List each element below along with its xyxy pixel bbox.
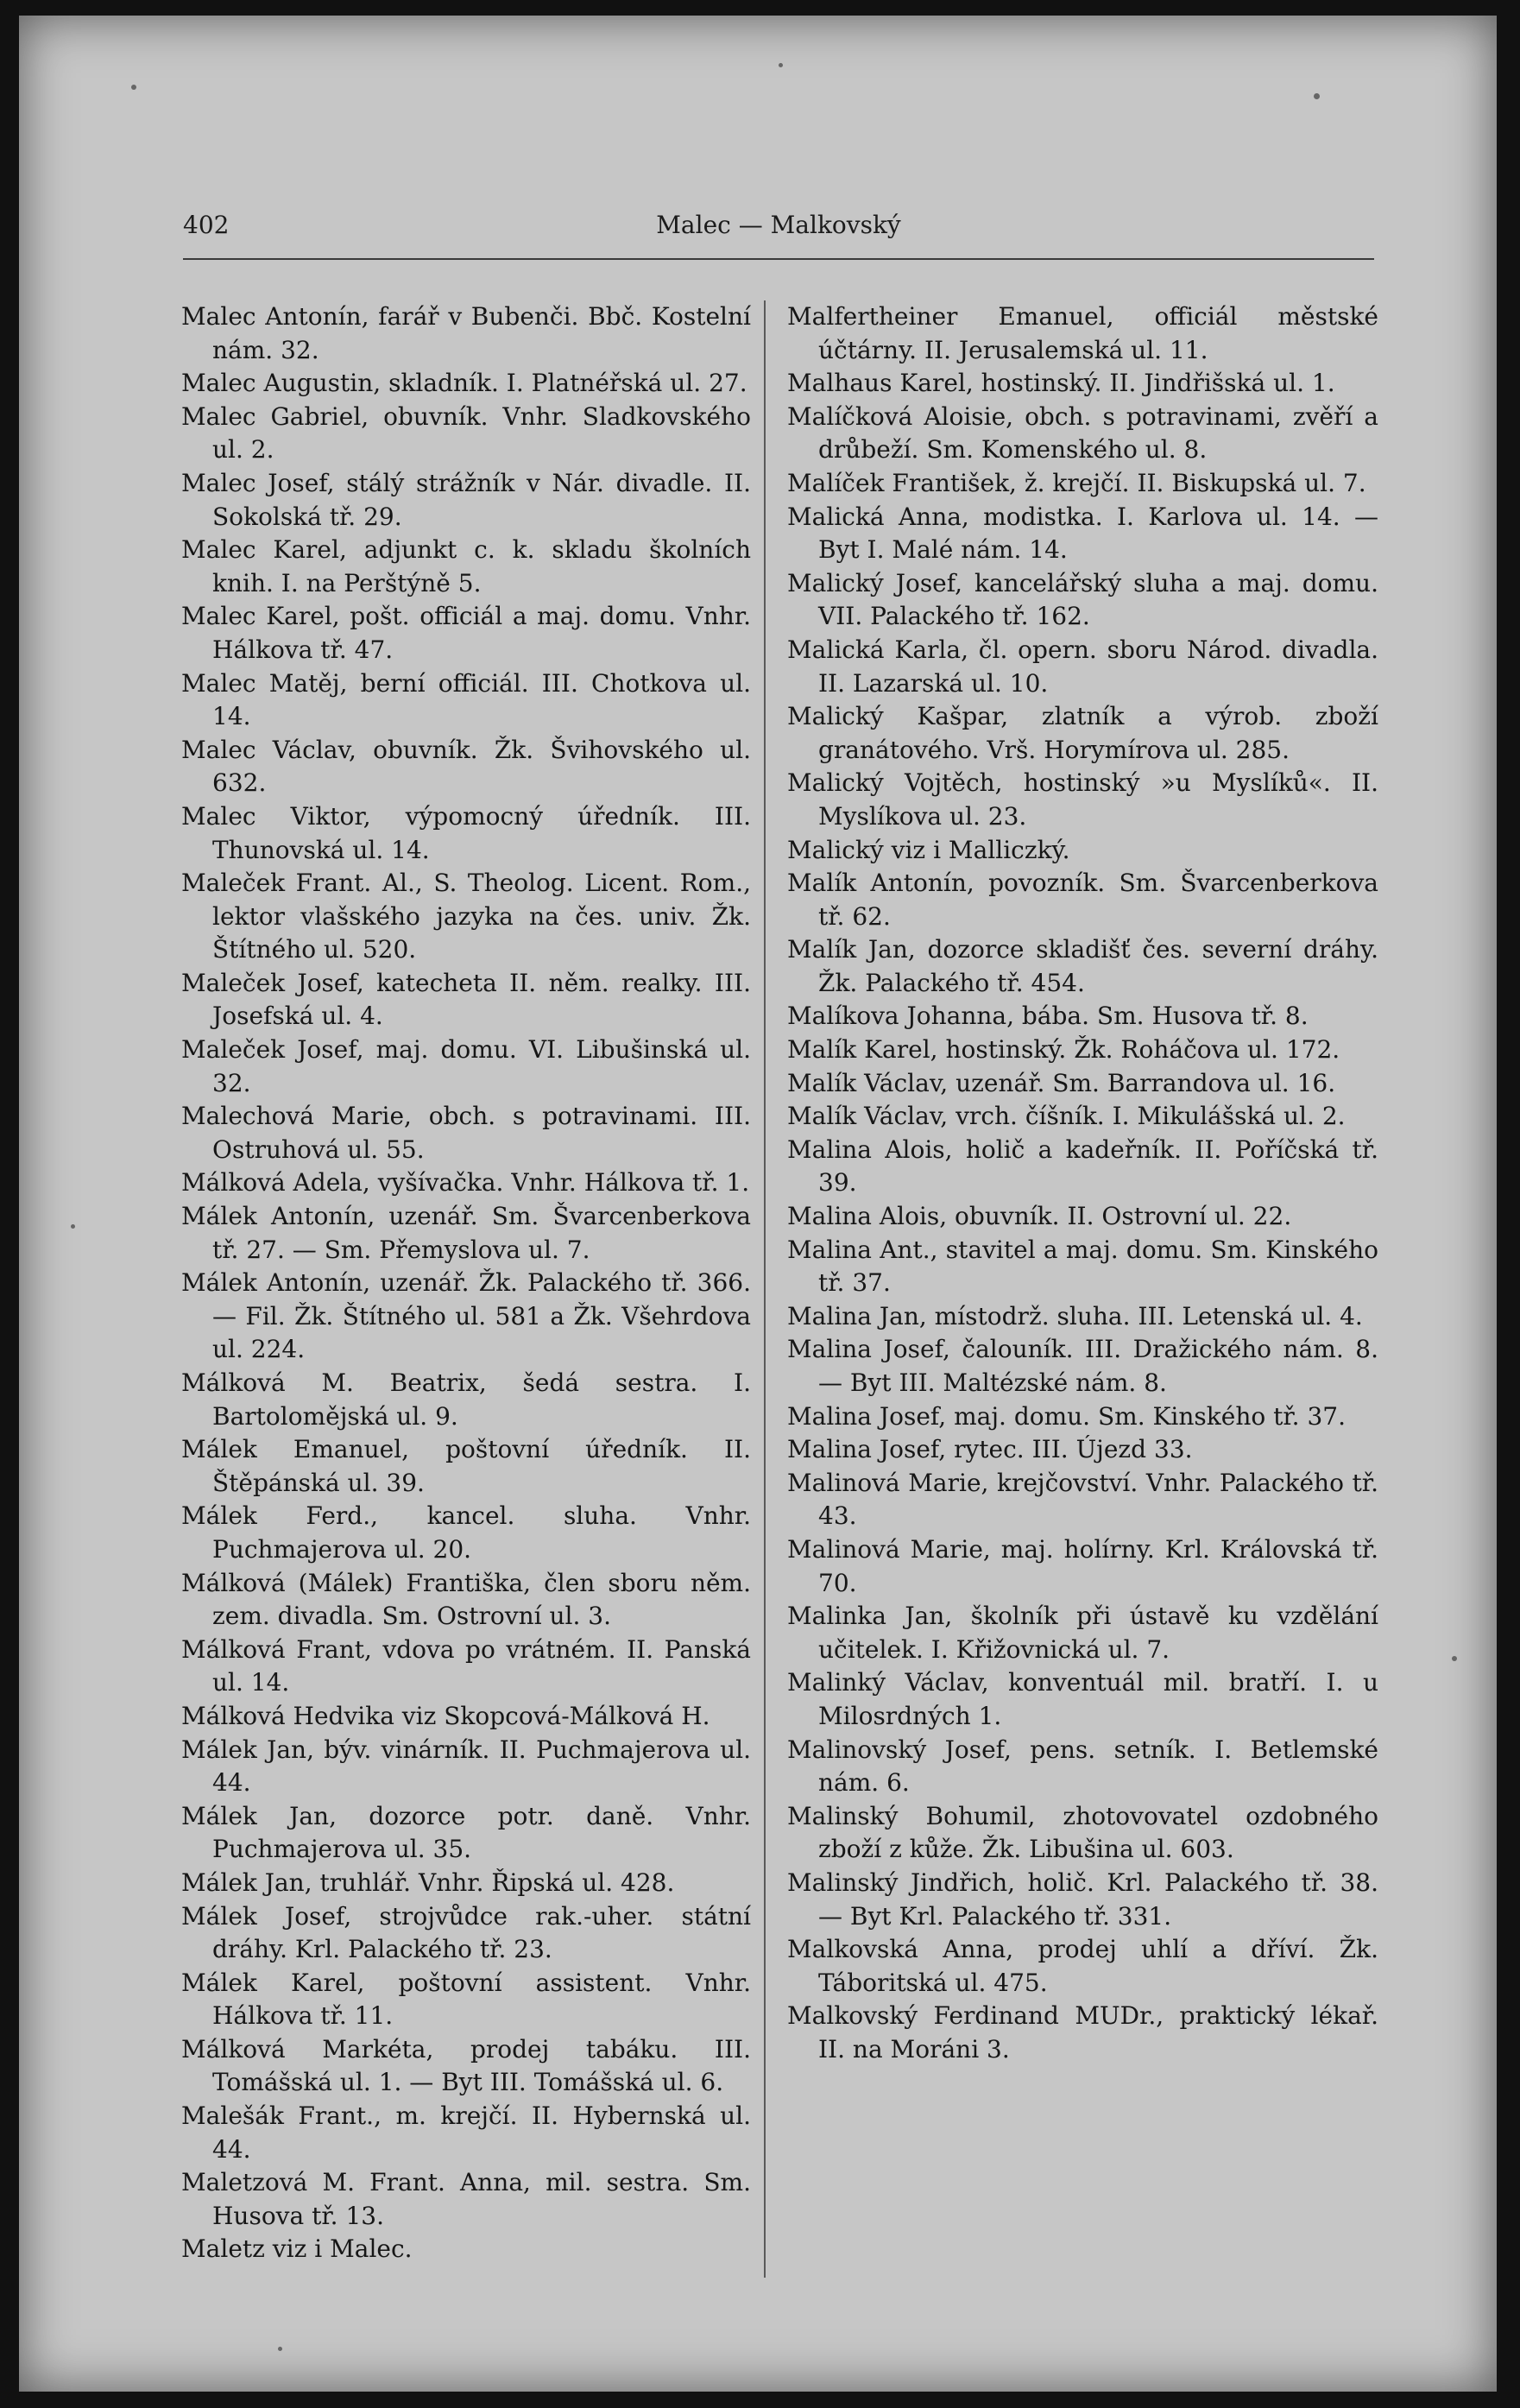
directory-entry: Malinký Václav, konventuál mil. bratří. I. u Milosrdných 1. [787,1668,1378,1730]
directory-entry: Maleček Josef, maj. domu. VI. Libušinská ul. 32. [181,1035,751,1097]
page-number: 402 [183,211,230,239]
directory-entry: Malinová Marie, maj. holírny. Krl. Královská tř. 70. [787,1534,1378,1597]
directory-entry: Malíčková Aloisie, obch. s potravinami, zvěří a drůbeží. Sm. Komenského ul. 8. [787,401,1378,465]
directory-entry: Malkovský Ferdinand MUDr., praktický lékař. II. na Moráni 3. [787,2001,1378,2064]
directory-entry: Malinová Marie, krejčovství. Vnhr. Palackého tř. 43. [787,1468,1378,1531]
directory-entry: Malík Jan, dozorce skladišť čes. severní dráhy. Žk. Palackého tř. 454. [787,935,1378,997]
paper-speck [71,1224,75,1229]
column-divider [764,300,766,2278]
directory-entry: Malinský Jindřich, holič. Krl. Palackého tř. 38. — Byt Krl. Palackého tř. 331. [787,1868,1378,1931]
directory-entry: Malešák Frant., m. krejčí. II. Hybernská ul. 44. [181,2101,751,2164]
directory-entry: Málková Frant, vdova po vrátném. II. Panská ul. 14. [181,1634,751,1697]
directory-entry: Malinský Bohumil, zhotovovatel ozdobného zboží z kůže. Žk. Libušina ul. 603. [787,1801,1378,1864]
directory-entry: Málková Markéta, prodej tabáku. III. Tomášská ul. 1. — Byt III. Tomášská ul. 6. [181,2034,751,2097]
directory-entry: Malinka Jan, školník při ústavě ku vzdělání učitelek. I. Křižovnická ul. 7. [787,1602,1378,1664]
left-column [181,300,751,2266]
paper-speck [278,2347,282,2351]
directory-entry: Malec Karel, adjunkt c. k. skladu školních knih. I. na Perštýně 5. [181,535,751,597]
directory-entry: Malický Kašpar, zlatník a výrob. zboží granátového. Vrš. Horymírova ul. 285. [787,702,1378,764]
directory-entry: Málek Antonín, uzenář. Žk. Palackého tř. 366. — Fil. Žk. Štítného ul. 581 a Žk. Všehrdova ul. 224. [181,1268,751,1364]
directory-entry: Málek Emanuel, poštovní úředník. II. Štěpánská ul. 39. [181,1435,751,1497]
book-page [19,16,1497,2392]
running-title: Malec — Malkovský [656,211,901,239]
directory-entry: Malec Gabriel, obuvník. Vnhr. Sladkovského ul. 2. [181,401,751,465]
directory-entry: Málek Ferd., kancel. sluha. Vnhr. Puchmajerova ul. 20. [181,1501,751,1564]
directory-entry: Málek Jan, truhlář. Vnhr. Řipská ul. 428. [181,1868,675,1897]
directory-entry: Malec Václav, obuvník. Žk. Švihovského ul. 632. [181,735,751,798]
directory-entry: Maletzová M. Frant. Anna, mil. sestra. Sm. Husova tř. 13. [181,2168,751,2230]
directory-entry: Maleček Frant. Al., S. Theolog. Licent. Rom., lektor vlašského jazyka na čes. univ. Žk. Štítného ul. 520. [181,869,751,964]
directory-entry: Malický viz i Malliczký. [787,835,1070,864]
directory-entry: Málková (Málek) Františka, člen sboru něm. zem. divadla. Sm. Ostrovní ul. 3. [181,1568,751,1631]
paper-speck [1314,93,1320,99]
directory-entry: Málková Hedvika viz Skopcová-Málková H. [181,1701,710,1730]
directory-entry: Malina Josef, maj. domu. Sm. Kinského tř. 37. [787,1401,1347,1431]
directory-entry: Malec Augustin, skladník. I. Platnéřská ul. 27. [181,369,747,398]
directory-entry: Malík Antonín, povozník. Sm. Švarcenberkova tř. 62. [787,869,1378,931]
paper-speck [779,63,783,67]
directory-entry: Málek Antonín, uzenář. Sm. Švarcenberkova tř. 27. — Sm. Přemyslova ul. 7. [181,1202,751,1264]
directory-entry: Malíček František, ž. krejčí. II. Biskupská ul. 7. [787,468,1366,497]
directory-entry: Malický Josef, kancelářský sluha a maj. domu. VII. Palackého tř. 162. [787,568,1378,631]
directory-entry: Malická Karla, čl. opern. sboru Národ. divadla. II. Lazarská ul. 10. [787,635,1378,698]
directory-entry: Malík Karel, hostinský. Žk. Roháčova ul. 172. [787,1035,1340,1065]
directory-entry: Málek Karel, poštovní assistent. Vnhr. Hálkova tř. 11. [181,1968,751,2031]
directory-entry: Malhaus Karel, hostinský. II. Jindřišská ul. 1. [787,369,1335,398]
paper-speck [1452,1656,1457,1661]
directory-entry: Málková M. Beatrix, šedá sestra. I. Bartolomějská ul. 9. [181,1368,751,1431]
directory-entry: Malická Anna, modistka. I. Karlova ul. 14. — Byt I. Malé nám. 14. [787,502,1378,565]
directory-entry: Malina Josef, čalouník. III. Dražického nám. 8. — Byt III. Maltézské nám. 8. [787,1335,1378,1397]
right-column [787,300,1378,2066]
directory-entry: Malec Viktor, výpomocný úředník. III. Thunovská ul. 14. [181,801,751,864]
directory-entry: Malina Ant., stavitel a maj. domu. Sm. Kinského tř. 37. [787,1235,1378,1298]
directory-entry: Malina Alois, holič a kadeřník. II. Poříčská tř. 39. [787,1134,1378,1198]
directory-entry: Malec Matěj, berní officiál. III. Chotkova ul. 14. [181,668,751,731]
directory-entry: Malkovská Anna, prodej uhlí a dříví. Žk. Táboritská ul. 475. [787,1935,1378,1997]
directory-entry: Malinovský Josef, pens. setník. I. Betlemské nám. 6. [787,1735,1378,1798]
directory-entry: Malina Josef, rytec. III. Újezd 33. [787,1435,1193,1464]
directory-entry: Malec Josef, stálý strážník v Nár. divadle. II. Sokolská tř. 29. [181,468,751,531]
header-rule [183,258,1374,260]
directory-entry: Malina Alois, obuvník. II. Ostrovní ul. 22. [787,1202,1292,1231]
directory-entry: Málek Jan, býv. vinárník. II. Puchmajerova ul. 44. [181,1735,751,1798]
directory-entry: Malíkova Johanna, bába. Sm. Husova tř. 8. [787,1002,1309,1031]
directory-entry: Malický Vojtěch, hostinský »u Myslíků«. II. Myslíkova ul. 23. [787,768,1378,831]
directory-entry: Malík Václav, vrch. číšník. I. Mikulášská ul. 2. [787,1102,1346,1131]
directory-entry: Málek Jan, dozorce potr. daně. Vnhr. Puchmajerova ul. 35. [181,1801,751,1864]
page-header [183,211,1374,252]
directory-entry: Málek Josef, strojvůdce rak.-uher. státní dráhy. Krl. Palackého tř. 23. [181,1901,751,1964]
directory-entry: Malfertheiner Emanuel, officiál městské účtárny. II. Jerusalemská ul. 11. [787,302,1378,364]
directory-entry: Malík Václav, uzenář. Sm. Barrandova ul. 16. [787,1068,1336,1097]
paper-speck [131,85,136,90]
directory-entry: Malec Karel, pošt. officiál a maj. domu. Vnhr. Hálkova tř. 47. [181,602,751,664]
directory-entry: Malechová Marie, obch. s potravinami. III. Ostruhová ul. 55. [181,1102,751,1164]
directory-entry: Malina Jan, místodrž. sluha. III. Letenská ul. 4. [787,1301,1363,1330]
directory-entry: Maletz viz i Malec. [181,2234,413,2264]
directory-entry: Maleček Josef, katecheta II. něm. realky. III. Josefská ul. 4. [181,968,751,1031]
directory-entry: Malec Antonín, farář v Bubenči. Bbč. Kostelní nám. 32. [181,302,751,364]
directory-entry: Málková Adela, vyšívačka. Vnhr. Hálkova tř. 1. [181,1168,750,1198]
